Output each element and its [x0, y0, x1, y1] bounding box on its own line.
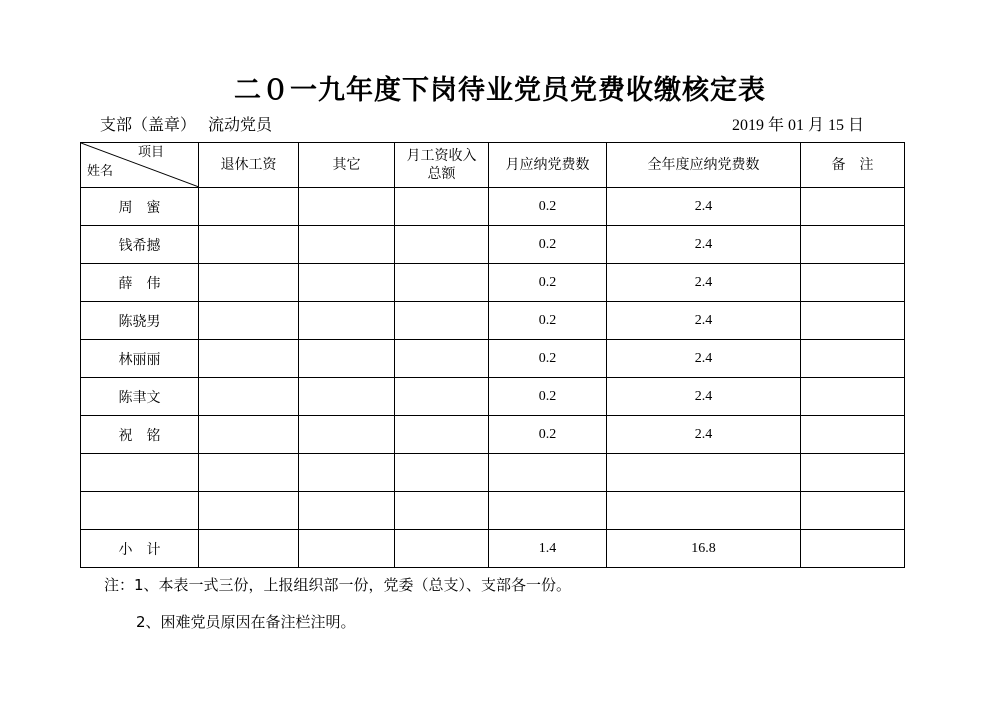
- cell-other: [299, 302, 395, 340]
- cell-name: 薛 伟: [81, 264, 199, 302]
- cell-annual: [607, 454, 801, 492]
- cell-other: [299, 416, 395, 454]
- cell-remark: [801, 226, 905, 264]
- cell-other: [299, 226, 395, 264]
- table-header-row: [81, 143, 905, 188]
- diag-item-label: 项目: [137, 145, 164, 160]
- cell-remark: [801, 378, 905, 416]
- branch-label: 支部（盖章）: [100, 115, 197, 134]
- cell-income: [395, 188, 489, 226]
- cell-remark: [801, 492, 905, 530]
- cell-other: [299, 340, 395, 378]
- col-header-retire: 退休工资: [199, 143, 299, 188]
- cell-retire: [199, 454, 299, 492]
- cell-retire: [199, 264, 299, 302]
- cell-remark: [801, 416, 905, 454]
- subtotal-row: [81, 530, 905, 568]
- page-title: 二０一九年度下岗待业党员党费收缴核定表: [234, 75, 766, 106]
- col-header-income: [395, 143, 489, 188]
- cell-remark: [801, 302, 905, 340]
- cell-other: [299, 378, 395, 416]
- table-row: [81, 226, 905, 264]
- cell-monthly: 0.2: [489, 264, 607, 302]
- cell-name: 祝 铭: [81, 416, 199, 454]
- subtotal-label: 小 计: [81, 530, 199, 568]
- cell-monthly: 0.2: [489, 378, 607, 416]
- cell-name: 钱希撼: [81, 226, 199, 264]
- cell-income: [395, 340, 489, 378]
- note-2: 2、困难党员原因在备注栏注明。: [136, 613, 356, 631]
- cell-monthly: 0.2: [489, 340, 607, 378]
- cell-annual: 2.4: [607, 340, 801, 378]
- table-row: [81, 302, 905, 340]
- table-cell: [299, 530, 395, 568]
- cell-retire: [199, 226, 299, 264]
- table-row: [81, 188, 905, 226]
- cell-remark: [801, 188, 905, 226]
- note-1: 注：1、本表一式三份，上报组织部一份，党委（总支）、支部各一份。: [104, 576, 572, 594]
- cell-name: 陈聿文: [81, 378, 199, 416]
- form-date: 2019 年 01 月 15 日: [732, 117, 865, 134]
- cell-retire: [199, 378, 299, 416]
- cell-income: [395, 378, 489, 416]
- table-row: [81, 264, 905, 302]
- cell-retire: [199, 302, 299, 340]
- col-header-annual: 全年度应纳党费数: [607, 143, 801, 188]
- cell-annual: 2.4: [607, 378, 801, 416]
- table-row: [81, 340, 905, 378]
- cell-income: [395, 416, 489, 454]
- cell-monthly: [489, 492, 607, 530]
- col-header-other: 其它: [299, 143, 395, 188]
- cell-name: 陈骁男: [81, 302, 199, 340]
- table-row: [81, 378, 905, 416]
- cell-monthly: 0.2: [489, 416, 607, 454]
- cell-annual: 2.4: [607, 416, 801, 454]
- cell-income: [395, 302, 489, 340]
- diagonal-header-cell: [81, 143, 199, 188]
- branch-value: 流动党员: [208, 115, 273, 134]
- cell-income: [395, 264, 489, 302]
- col-header-income-text: 月工资收入总额: [406, 148, 477, 182]
- cell-income: [395, 226, 489, 264]
- table-cell: [199, 530, 299, 568]
- cell-remark: [801, 454, 905, 492]
- cell-name: 林丽丽: [81, 340, 199, 378]
- table-row: [81, 454, 905, 492]
- cell-monthly: 0.2: [489, 188, 607, 226]
- cell-annual: [607, 492, 801, 530]
- table-row: [81, 492, 905, 530]
- cell-monthly: [489, 454, 607, 492]
- cell-other: [299, 492, 395, 530]
- table-cell: [801, 530, 905, 568]
- cell-monthly: 0.2: [489, 226, 607, 264]
- cell-remark: [801, 264, 905, 302]
- cell-name: 周 蜜: [81, 188, 199, 226]
- cell-annual: 2.4: [607, 188, 801, 226]
- cell-retire: [199, 188, 299, 226]
- cell-monthly: 0.2: [489, 302, 607, 340]
- cell-income: [395, 454, 489, 492]
- subtotal-annual: 16.8: [607, 530, 801, 568]
- cell-name: [81, 492, 199, 530]
- subtotal-monthly: 1.4: [489, 530, 607, 568]
- cell-annual: 2.4: [607, 264, 801, 302]
- cell-retire: [199, 416, 299, 454]
- cell-remark: [801, 340, 905, 378]
- cell-other: [299, 264, 395, 302]
- col-header-remark: 备 注: [801, 143, 905, 188]
- diag-name-label: 姓名: [87, 164, 114, 179]
- cell-retire: [199, 340, 299, 378]
- cell-retire: [199, 492, 299, 530]
- cell-other: [299, 188, 395, 226]
- table-row: [81, 416, 905, 454]
- cell-income: [395, 492, 489, 530]
- col-header-monthly: 月应纳党费数: [489, 143, 607, 188]
- cell-other: [299, 454, 395, 492]
- dues-table: [80, 142, 905, 568]
- branch-line: [100, 112, 284, 135]
- table-cell: [395, 530, 489, 568]
- cell-annual: 2.4: [607, 302, 801, 340]
- cell-annual: 2.4: [607, 226, 801, 264]
- cell-name: [81, 454, 199, 492]
